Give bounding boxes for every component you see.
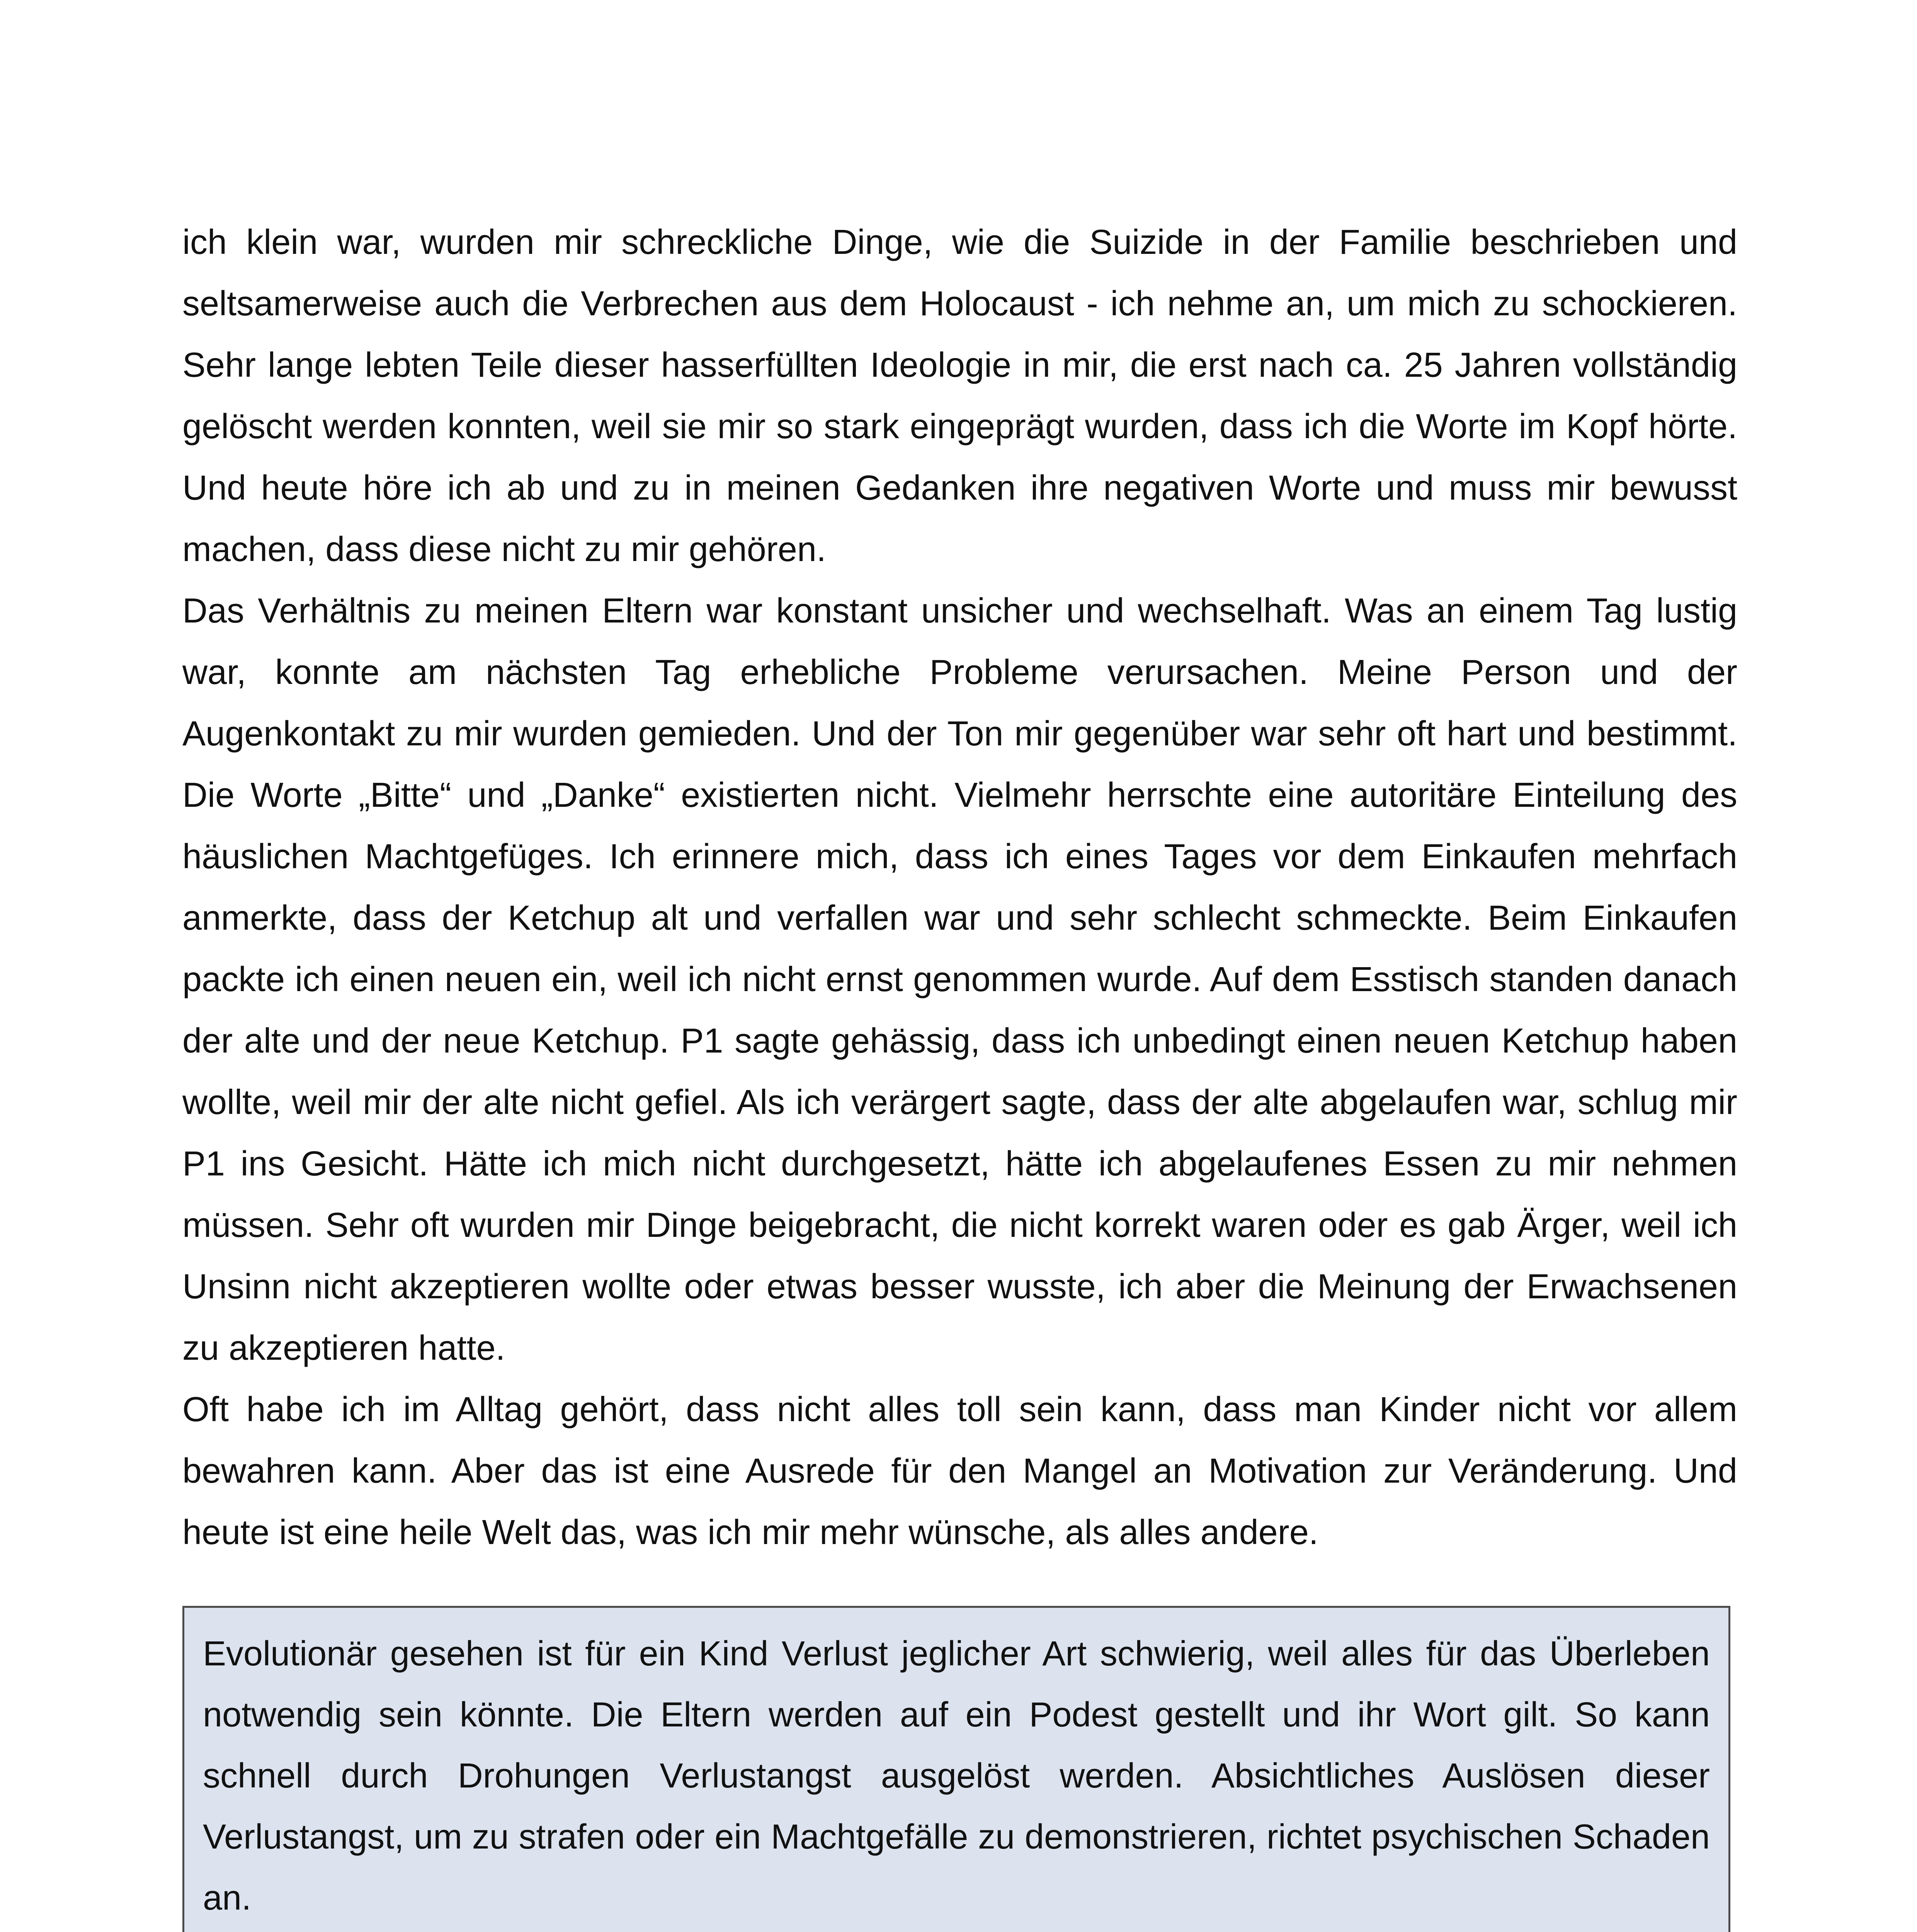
body-paragraph: ich klein war, wurden mir schreckliche Dinge, wie die Suizide in der Familie beschrieben und seltsamerweise auch die Verbrechen aus dem Holocaust - ich nehme an, um mich zu schockieren. Sehr lange lebten Teile dieser hasserfüllten Ideologie in mir, die erst nach ca. 25 Jahren vollständig gelöscht werden konnten, weil sie mir so stark eingeprägt wurden, dass ich die Worte im Kopf hörte. Und heute höre ich ab und zu in meinen Gedanken ihre negativen Worte und muss mir bewusst machen, dass diese nicht zu mir gehören.: [182, 223, 1737, 569]
callout-text: Evolutionär gesehen ist für ein Kind Verlust jeglicher Art schwierig, weil alles für das Überleben notwendig sein könnte. Die Eltern werden auf ein Podest gestellt und ihr Wort gilt. So kann schnell durch Drohungen Verlustangst ausgelöst werden. Absichtliches Auslösen dieser Verlustangst, um zu strafen oder ein Machtgefälle zu demonstrieren, richtet psychischen Schaden an.: [203, 1634, 1710, 1917]
body-paragraph: Das Verhältnis zu meinen Eltern war konstant unsicher und wechselhaft. Was an einem Tag lustig war, konnte am nächsten Tag erhebliche Probleme verursachen. Meine Person und der Augenkontakt zu mir wurden gemieden. Und der Ton mir gegenüber war sehr oft hart und bestimmt. Die Worte „Bitte“ und „Danke“ existierten nicht. Vielmehr herrschte eine autoritäre Einteilung des häuslichen Machtgefüges. Ich erinnere mich, dass ich eines Tages vor dem Einkaufen mehrfach anmerkte, dass der Ketchup alt und verfallen war und sehr schlecht schmeckte. Beim Einkaufen packte ich einen neuen ein, weil ich nicht ernst genommen wurde. Auf dem Esstisch standen danach der alte und der neue Ketchup. P1 sagte gehässig, dass ich unbedingt einen neuen Ketchup haben wollte, weil mir der alte nicht gefiel. Als ich verärgert sagte, dass der alte abgelaufen war, schlug mir P1 ins Gesicht. Hätte ich mich nicht durchgesetzt, hätte ich abgelaufenes Essen zu mir nehmen müssen. Sehr oft wurden mir Dinge beigebracht, die nicht korrekt waren oder es gab Ärger, weil ich Unsinn nicht akzeptieren wollte oder etwas besser wusste, ich aber die Meinung der Erwachsenen zu akzeptieren hatte.: [182, 592, 1737, 1367]
callout-box: [182, 1606, 1730, 1932]
body-paragraph: Oft habe ich im Alltag gehört, dass nicht alles toll sein kann, dass man Kinder nicht vor allem bewahren kann. Aber das ist eine Ausrede für den Mangel an Motivation zur Veränderung. Und heute ist eine heile Welt das, was ich mir mehr wünsche, als alles andere.: [182, 1390, 1737, 1552]
page-body: [182, 212, 1737, 1932]
spacer: [182, 1563, 1737, 1606]
